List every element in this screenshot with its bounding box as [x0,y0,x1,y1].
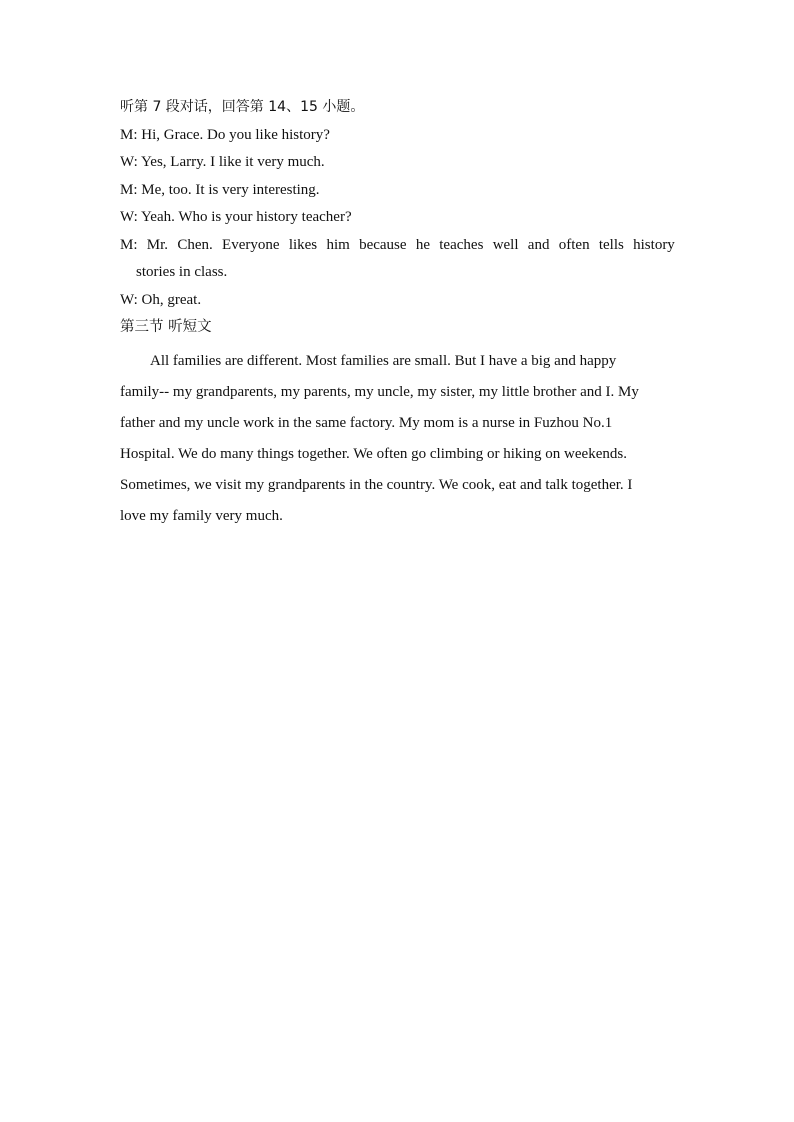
passage-line-4: Hospital. We do many things together. We often go climbing or hiking on weekends. [120,445,627,462]
word: and [527,236,550,253]
word: he [415,236,430,253]
passage [120,346,675,532]
word: history [633,236,675,253]
word: tells [598,236,624,253]
word: him [326,236,350,253]
word: Everyone [222,236,280,253]
dialogue-line-4: W: Yeah. Who is your history teacher? [120,209,352,225]
dialogue-line-3: M: Me, too. It is very interesting. [120,181,320,198]
word: often [558,236,590,253]
word: well [492,236,519,253]
dialogue [120,122,675,315]
passage-line-1: All families are different. Most families are small. But I have a big and happy [150,352,617,369]
passage-line-6: love my family very much. [120,507,283,524]
dialogue-intro: 听第 7 段对话，回答第 14、15 小题。 [120,99,365,115]
passage-line-2: family-- my grandparents, my parents, my uncle, my sister, my little brother and I. My [120,383,639,400]
word: teaches [439,236,484,253]
passage-line-3: father and my uncle work in the same factory. My mom is a nurse in Fuzhou No.1 [120,414,613,431]
word: likes [288,236,318,253]
word: Mr. [146,236,169,253]
dialogue-line-1: M: Hi, Grace. Do you like history? [120,126,330,143]
word: M: [120,236,138,253]
section-heading: 第三节 听短文 [120,319,212,335]
dialogue-line-5 [120,232,675,260]
word: because [359,236,407,253]
dialogue-line-2: W: Yes, Larry. I like it very much. [120,154,325,170]
word: Chen. [177,236,213,253]
dialogue-line-6: W: Oh, great. [120,291,202,308]
dialogue-line-5-continued: stories in class. [136,264,228,280]
passage-line-5: Sometimes, we visit my grandparents in the country. We cook, eat and talk together. I [120,476,633,493]
document-content [120,94,675,532]
